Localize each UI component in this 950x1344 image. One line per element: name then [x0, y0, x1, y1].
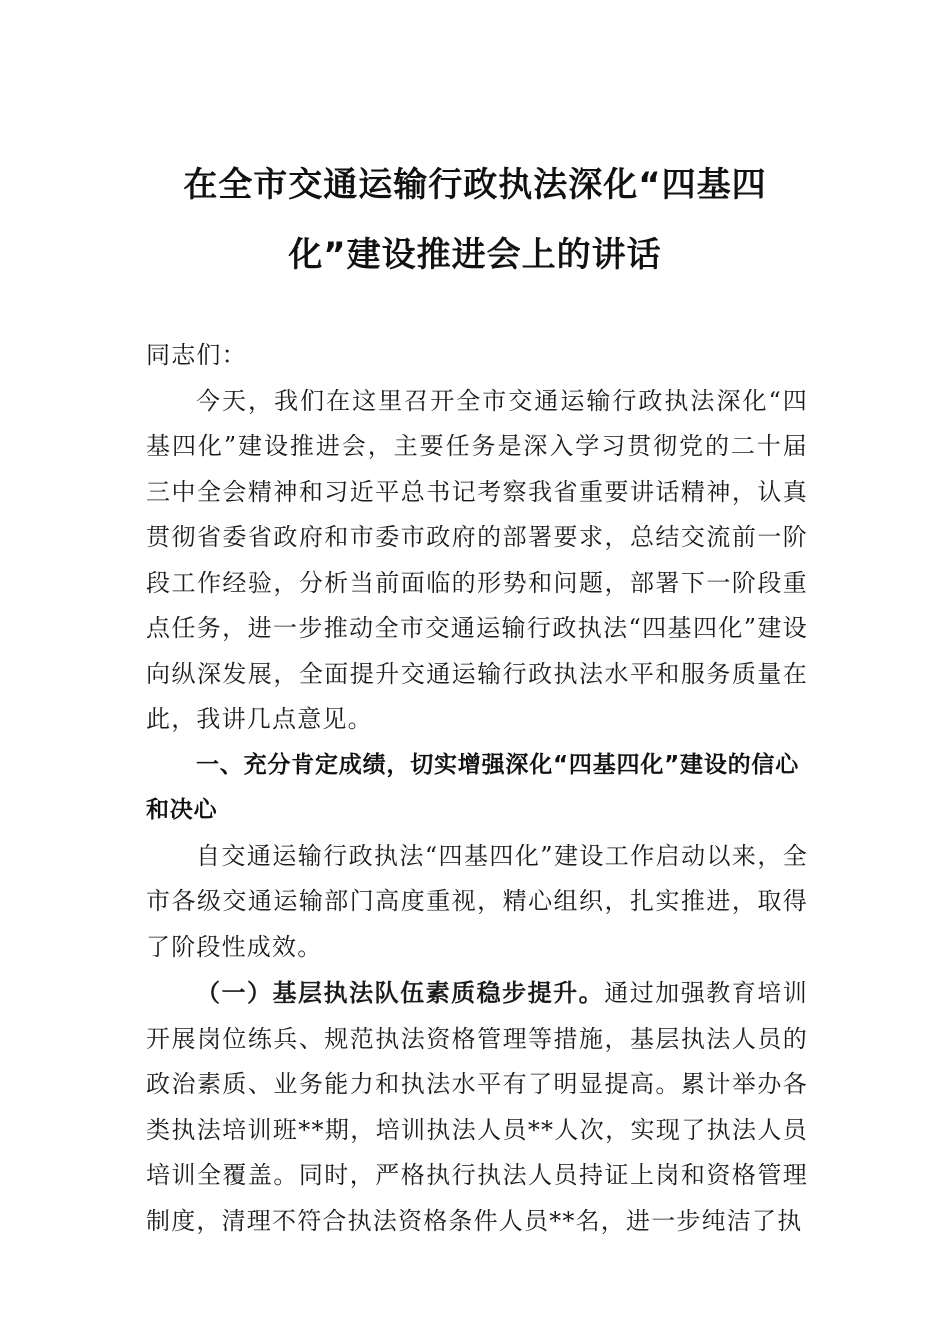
section-heading-1: 一、充分肯定成绩，切实增强深化“四基四化”建设的信心和决心	[146, 751, 800, 823]
title-line-1: 在全市交通运输行政执法深化“四基四	[183, 165, 767, 205]
paragraph-intro: 今天，我们在这里召开全市交通运输行政执法深化“四基四化”建设推进会，主要任务是深入学习贯彻党的二十届三中全会精神和习近平总书记考察我省重要讲话精神，认真贯彻省委省政府和市委市政府的部署要求，总结交流前一阶段工作经验，分析当前面临的形势和问题，部署下一阶段重点任务，进一步推动全市交通运输行政执法“四基四化”建设向纵深发展，全面提升交通运输行政执法水平和服务质量在此，我讲几点意见。	[146, 386, 808, 733]
salutation: 同志们：	[146, 341, 247, 369]
title-line-2: 化”建设推进会上的讲话	[288, 235, 662, 275]
paragraph-achievements: 自交通运输行政执法“四基四化”建设工作启动以来，全市各级交通运输部门高度重视，精心组织，扎实推进，取得了阶段性成效。	[146, 841, 808, 961]
paragraph-team-quality	[146, 970, 808, 1244]
sub-heading-1: （一）基层执法队伍素质稳步提升。	[196, 978, 605, 1007]
document-body	[146, 333, 808, 1244]
document-title	[140, 150, 810, 290]
paragraph-team-quality-text: 通过加强教育培训开展岗位练兵、规范执法资格管理等措施，基层执法人员的政治素质、业务能力和执法水平有了明显提高。累计举办各类执法培训班**期，培训执法人员**人次，实现了执法人员培训全覆盖。同时，严格执行执法人员持证上岗和资格管理制度，清理不符合执法资格条件人员**名，进一步纯洁了执	[146, 979, 808, 1235]
